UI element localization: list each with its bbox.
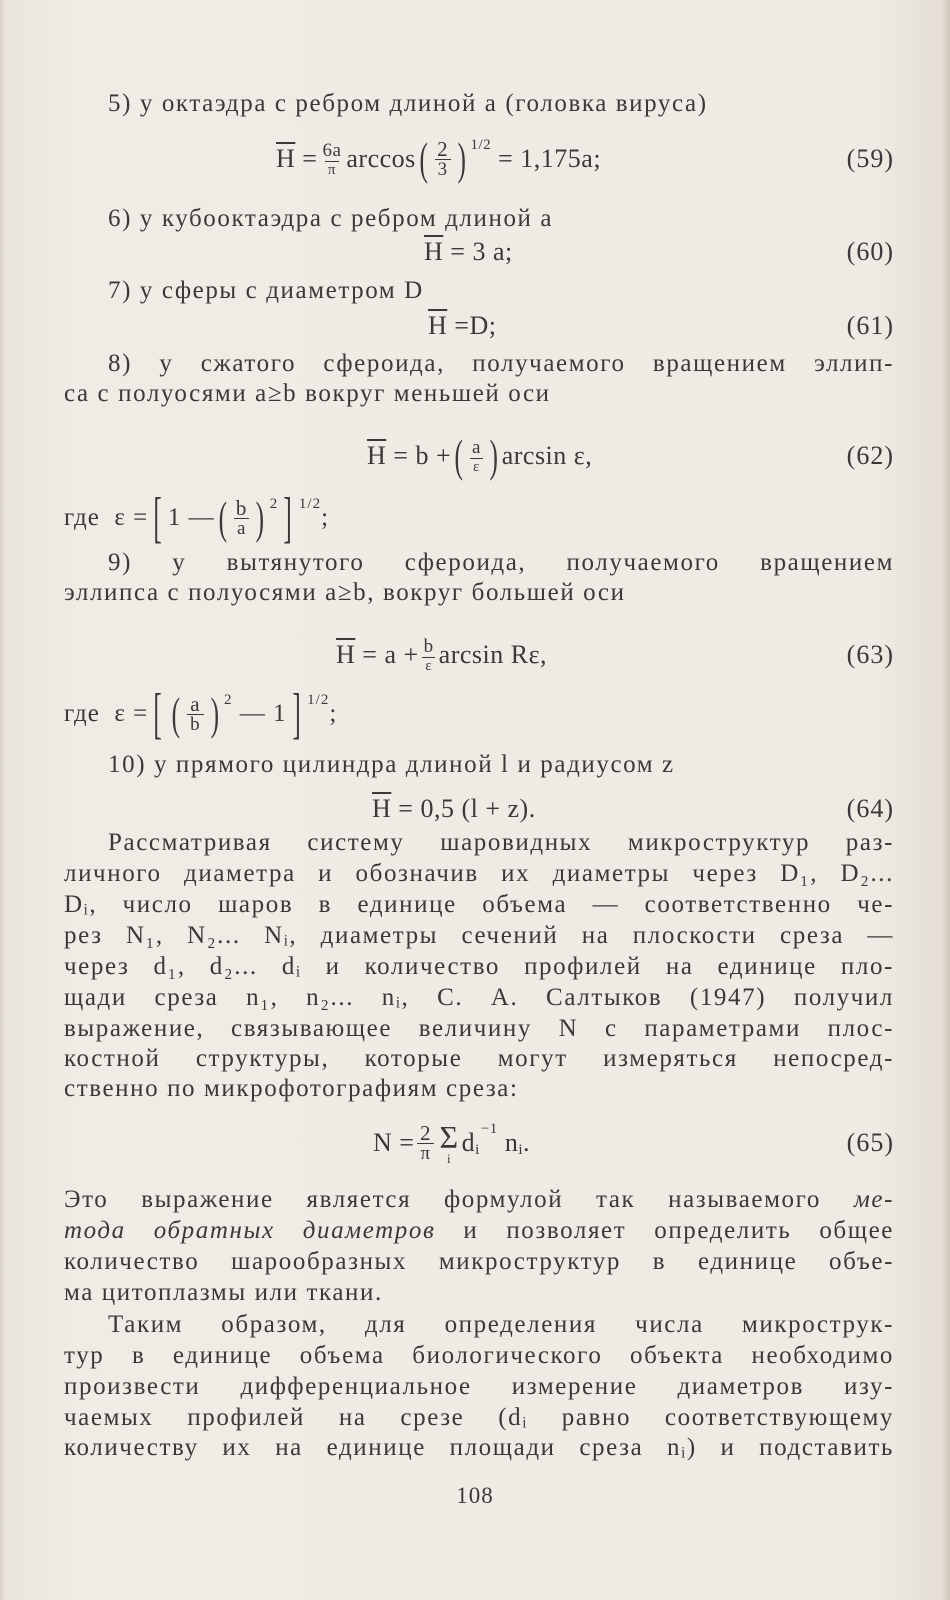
- eq-fraction: [422, 637, 436, 674]
- equation-62: [64, 431, 894, 481]
- text-line: ственно по микрофотографиям среза:: [64, 1075, 519, 1102]
- fraction-denominator: b: [187, 714, 204, 735]
- eq-fraction: [320, 141, 343, 178]
- text-line: 6) у кубооктаэдра с ребром длиной а: [108, 205, 554, 232]
- eq-fraction: [234, 495, 250, 539]
- equation-number: (65): [846, 1128, 894, 1157]
- where-label: где: [64, 700, 100, 727]
- eq-fraction: [417, 1120, 433, 1164]
- eq-exponent: 1/2: [307, 691, 330, 708]
- eq-fraction: [470, 438, 483, 475]
- right-paren: ): [489, 430, 499, 481]
- eq-sign: =: [302, 144, 318, 173]
- fraction-numerator: 2: [437, 136, 449, 161]
- eq-function: arcsin ε,: [501, 441, 593, 470]
- text-line: костной структуры, которые могут измеряться непосред-: [64, 1045, 894, 1072]
- eq-function: arcsin Rε,: [438, 640, 547, 669]
- equation-number: (61): [846, 311, 894, 340]
- fraction-denominator: a: [234, 518, 249, 539]
- eq-term: n: [504, 1128, 519, 1157]
- eq-exponent: 2: [224, 691, 233, 708]
- right-bracket: ]: [291, 683, 301, 745]
- eq-rhs: = 3 a;: [450, 237, 513, 266]
- eq-fraction: [187, 691, 204, 735]
- fraction-numerator: 2: [420, 1120, 431, 1145]
- eq-lhs: $\overline{H}$: [367, 441, 387, 470]
- eq-lhs: N =: [373, 1128, 415, 1157]
- eq-end: ;: [329, 700, 338, 727]
- text-line: Рассматривая систему шаровидных микроструктур раз-: [108, 829, 894, 856]
- eq-exponent: 1/2: [470, 136, 492, 153]
- text-line: количество шарообразных микроструктур в единице объе-: [64, 1248, 894, 1275]
- eq-lhs: $\overline{H}$: [276, 144, 296, 173]
- eq-rhs: = 1,175a;: [498, 144, 602, 173]
- eq-term: — 1: [239, 700, 287, 727]
- text-line: щади среза n₁, n₂... nᵢ, С. А. Салтыков (1947) получил: [64, 984, 894, 1011]
- text-line: эллипса с полуосями a≥b, вокруг большей оси: [64, 579, 626, 606]
- eq-subscript: i: [475, 1141, 480, 1158]
- left-paren: (: [419, 133, 429, 184]
- text-line: рез N₁, N₂... Nᵢ, диаметры сечений на плоскости среза —: [64, 922, 894, 949]
- text-line: 9) у вытянутого сфероида, получаемого вращением: [108, 549, 894, 576]
- italic-run: тода обратных диаметров: [64, 1217, 436, 1244]
- text-line: тур в единице объема биологического объекта необходимо: [64, 1342, 894, 1369]
- eq-mid: = a +: [362, 640, 419, 669]
- equation-59: [64, 134, 894, 184]
- text-line: са с полуосями a≥b вокруг меньшей оси: [64, 380, 551, 407]
- left-bracket: [: [153, 487, 163, 549]
- fraction-numerator: 6a: [322, 139, 342, 161]
- text-line: выражение, связывающее величину N с параметрами плос-: [64, 1015, 894, 1042]
- fraction-denominator: ε: [422, 657, 435, 674]
- eq-lhs: ε =: [114, 504, 149, 531]
- fraction-denominator: π: [325, 161, 339, 178]
- left-paren: (: [454, 430, 464, 481]
- eq-end: .: [522, 1128, 530, 1157]
- equation-65: [64, 1118, 894, 1168]
- eq-exponent: 1/2: [298, 495, 322, 512]
- text-line: личного диаметра и обозначив их диаметры через D₁, D₂...: [64, 860, 894, 887]
- where-label: где: [64, 504, 100, 531]
- text-line: [64, 1215, 894, 1246]
- text-line: количеству их на единице площади среза nᵢ) и подставить: [64, 1434, 894, 1461]
- text-line: Таким образом, для определения числа микрострук-: [108, 1311, 894, 1338]
- text-line: через d₁, d₂... dᵢ и количество профилей на единице пло-: [64, 953, 894, 980]
- left-paren: (: [218, 492, 228, 543]
- fraction-denominator: 3: [435, 159, 451, 180]
- fraction-numerator: b: [423, 635, 434, 657]
- text-line: 10) у прямого цилиндра длиной l и радиусом z: [108, 751, 675, 778]
- text-run: и позволяет определить общее: [463, 1217, 894, 1244]
- eq-fraction: [435, 136, 451, 180]
- equation-61: [64, 301, 894, 351]
- left-paren: (: [171, 688, 181, 739]
- text-line: чаемых профилей на срезе (dᵢ равно соответствующему: [64, 1404, 894, 1431]
- fraction-numerator: a: [190, 691, 201, 716]
- equation-63: [64, 630, 894, 680]
- eq-subscript: i: [518, 1141, 523, 1158]
- eq-lhs: $\overline{H}$: [372, 794, 392, 823]
- text-line: 5) у октаэдра с ребром длиной а (головка вируса): [108, 90, 708, 117]
- eq-end: ;: [321, 504, 330, 531]
- equation-number: (60): [846, 237, 894, 266]
- italic-run: ме-: [853, 1186, 894, 1213]
- where-clause-2: [64, 684, 337, 744]
- sum-symbol: [439, 1118, 459, 1166]
- sigma-glyph: Σ: [439, 1118, 459, 1155]
- right-paren: ): [256, 492, 266, 543]
- text-line: 8) у сжатого сфероида, получаемого вращением эллип-: [108, 350, 894, 377]
- text-line: Dᵢ, число шаров в единице объема — соответственно че-: [64, 891, 894, 918]
- text-line: 7) у сферы с диаметром D: [108, 277, 424, 304]
- fraction-numerator: a: [471, 436, 481, 458]
- eq-exponent: 2: [269, 495, 279, 512]
- right-paren: ): [210, 688, 220, 739]
- equation-number: (63): [846, 640, 894, 669]
- right-bracket: ]: [283, 487, 293, 549]
- text-run: Это выражение является формулой так называемого: [64, 1186, 821, 1213]
- where-clause-1: [64, 488, 329, 548]
- text-line: [64, 1184, 894, 1215]
- eq-lhs: ε =: [114, 700, 149, 727]
- equation-60: [64, 227, 894, 277]
- eq-rhs: = 0,5 (l + z).: [398, 794, 536, 823]
- right-paren: ): [457, 133, 466, 184]
- fraction-numerator: b: [235, 495, 248, 520]
- eq-lhs: $\overline{H}$: [336, 640, 356, 669]
- text-line: ма цитоплазмы или ткани.: [64, 1279, 383, 1306]
- eq-mid: = b +: [393, 441, 452, 470]
- equation-number: (62): [846, 441, 894, 470]
- page-edge-right: [940, 0, 950, 1600]
- eq-rhs: =D;: [454, 311, 497, 340]
- fraction-denominator: π: [417, 1143, 433, 1164]
- text-line: произвести дифференциальное измерение диаметров изу-: [64, 1373, 894, 1400]
- equation-number: (64): [846, 794, 894, 823]
- left-bracket: [: [153, 683, 163, 745]
- equation-number: (59): [846, 144, 894, 173]
- eq-lhs: $\overline{H}$: [428, 311, 448, 340]
- eq-term: 1 —: [167, 504, 215, 531]
- eq-lhs: $\overline{H}$: [424, 237, 444, 266]
- eq-exponent: −1: [480, 1120, 498, 1137]
- sigma-lower: i: [447, 1150, 452, 1166]
- eq-term: d: [461, 1128, 476, 1157]
- page-number: 108: [456, 1483, 494, 1508]
- eq-function: arccos: [346, 144, 416, 173]
- fraction-denominator: ε: [470, 458, 483, 475]
- page-edge-left: [0, 0, 6, 1600]
